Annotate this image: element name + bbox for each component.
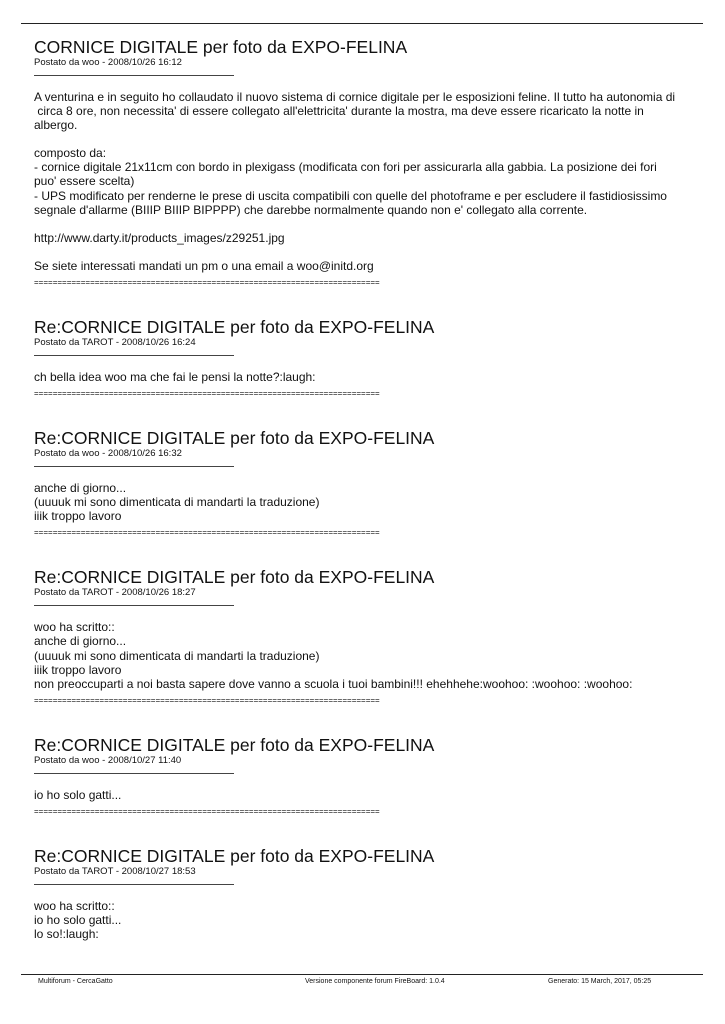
post-paragraph: [34, 231, 694, 245]
post-line: albergo.: [34, 118, 78, 133]
post-title: CORNICE DIGITALE per foto da EXPO-FELINA: [34, 37, 408, 57]
post-meta: Postato da woo - 2008/10/26 16:12: [34, 57, 182, 68]
post-separator: ==========================================================================: [34, 389, 380, 399]
post-line: puo' essere scelta): [34, 174, 135, 189]
post-header-rule: [34, 75, 234, 76]
post: [34, 567, 694, 704]
post-meta: Postato da TAROT - 2008/10/27 18:53: [34, 865, 196, 877]
post-paragraph: [34, 146, 694, 216]
post-body: [34, 788, 694, 802]
post-line: circa 8 ore, non necessita' di essere collegato all'elettricita' durante la mostra, ma deve essere ricaricato la notte in: [34, 104, 644, 119]
post-paragraph: [34, 788, 694, 802]
post-line: iiik troppo lavoro: [34, 662, 122, 677]
post-line: composto da:: [34, 146, 107, 161]
post-title: Re:CORNICE DIGITALE per foto da EXPO-FELINA: [34, 567, 435, 588]
post-line: io ho solo gatti...: [34, 787, 122, 802]
post-line: anche di giorno...: [34, 481, 127, 496]
post: [34, 735, 694, 816]
post-line: - UPS modificato per renderne le prese di uscita compatibili con quelle del photoframe e per escludere il fastidiosissimo: [34, 188, 667, 203]
post: [34, 428, 694, 537]
post-line: iiik troppo lavoro: [34, 509, 122, 524]
post-paragraph: [34, 481, 694, 523]
post-paragraph: [34, 620, 694, 690]
footer-site-name: Multiforum - CercaGatto: [38, 978, 113, 985]
post-meta: Postato da woo - 2008/10/26 16:32: [34, 448, 182, 460]
post-line: - cornice digitale 21x11cm con bordo in plexigass (modificata con fori per assicurarla alla gabbia. La posizione dei fori: [34, 160, 657, 175]
post-line: A venturina e in seguito ho collaudato il nuovo sistema di cornice digitale per le esposizioni feline. Il tutto ha autonomia di: [34, 90, 676, 104]
post-paragraph: [34, 90, 694, 132]
post-body: [34, 370, 694, 384]
post-title: Re:CORNICE DIGITALE per foto da EXPO-FELINA: [34, 428, 435, 449]
post-body: [34, 620, 694, 690]
post-line: segnale d'allarme (BIIIP BIIIP BIPPPP) che darebbe normalmente quando non e' collegato alla corrente.: [34, 202, 588, 217]
post-header-rule: [34, 355, 234, 356]
post-paragraph: [34, 370, 694, 384]
post-line: anche di giorno...: [34, 634, 127, 649]
post-line: (uuuuk mi sono dimenticata di mandarti la traduzione): [34, 648, 320, 663]
post-title: Re:CORNICE DIGITALE per foto da EXPO-FELINA: [34, 734, 435, 755]
post-line: (uuuuk mi sono dimenticata di mandarti la traduzione): [34, 495, 320, 510]
post-separator: ==========================================================================: [34, 528, 380, 538]
post-paragraph: [34, 259, 694, 273]
footer-component-version: Versione componente forum FireBoard: 1.0.4: [305, 978, 445, 985]
post-body: [34, 90, 694, 273]
post-line: lo so!:laugh:: [34, 927, 99, 942]
footer-rule: [21, 974, 703, 975]
post-title: Re:CORNICE DIGITALE per foto da EXPO-FELINA: [34, 845, 435, 866]
post-line: http://www.darty.it/products_images/z29251.jpg: [34, 230, 285, 245]
post-line: ch bella idea woo ma che fai le pensi la notte?:laugh:: [34, 369, 316, 384]
post-body: [34, 899, 694, 941]
post-line: woo ha scritto::: [34, 898, 115, 913]
post-header-rule: [34, 773, 234, 774]
post-separator: ==========================================================================: [34, 277, 380, 287]
post-header-rule: [34, 884, 234, 885]
post-header-rule: [34, 466, 234, 467]
post-line: woo ha scritto::: [34, 620, 115, 635]
post-meta: Postato da TAROT - 2008/10/26 16:24: [34, 336, 196, 348]
post-list: [34, 37, 694, 941]
post-header-rule: [34, 605, 234, 606]
post: [34, 846, 694, 941]
post-meta: Postato da woo - 2008/10/27 11:40: [34, 754, 182, 766]
post-separator: ==========================================================================: [34, 695, 380, 705]
footer-generated-date: Generato: 15 March, 2017, 05:25: [548, 978, 652, 985]
post: [34, 37, 694, 287]
top-rule: [21, 23, 703, 24]
post-body: [34, 481, 694, 523]
post-line: io ho solo gatti...: [34, 912, 122, 927]
post-title: Re:CORNICE DIGITALE per foto da EXPO-FELINA: [34, 316, 435, 337]
post-separator: ==========================================================================: [34, 806, 380, 816]
post-line: non preoccuparti a noi basta sapere dove vanno a scuola i tuoi bambini!!! ehehhehe:woohoo: :woohoo: :woohoo:: [34, 676, 633, 691]
post-meta: Postato da TAROT - 2008/10/26 18:27: [34, 587, 196, 599]
post-line: Se siete interessati mandati un pm o una email a woo@initd.org: [34, 258, 374, 273]
post-paragraph: [34, 899, 694, 941]
post: [34, 317, 694, 398]
